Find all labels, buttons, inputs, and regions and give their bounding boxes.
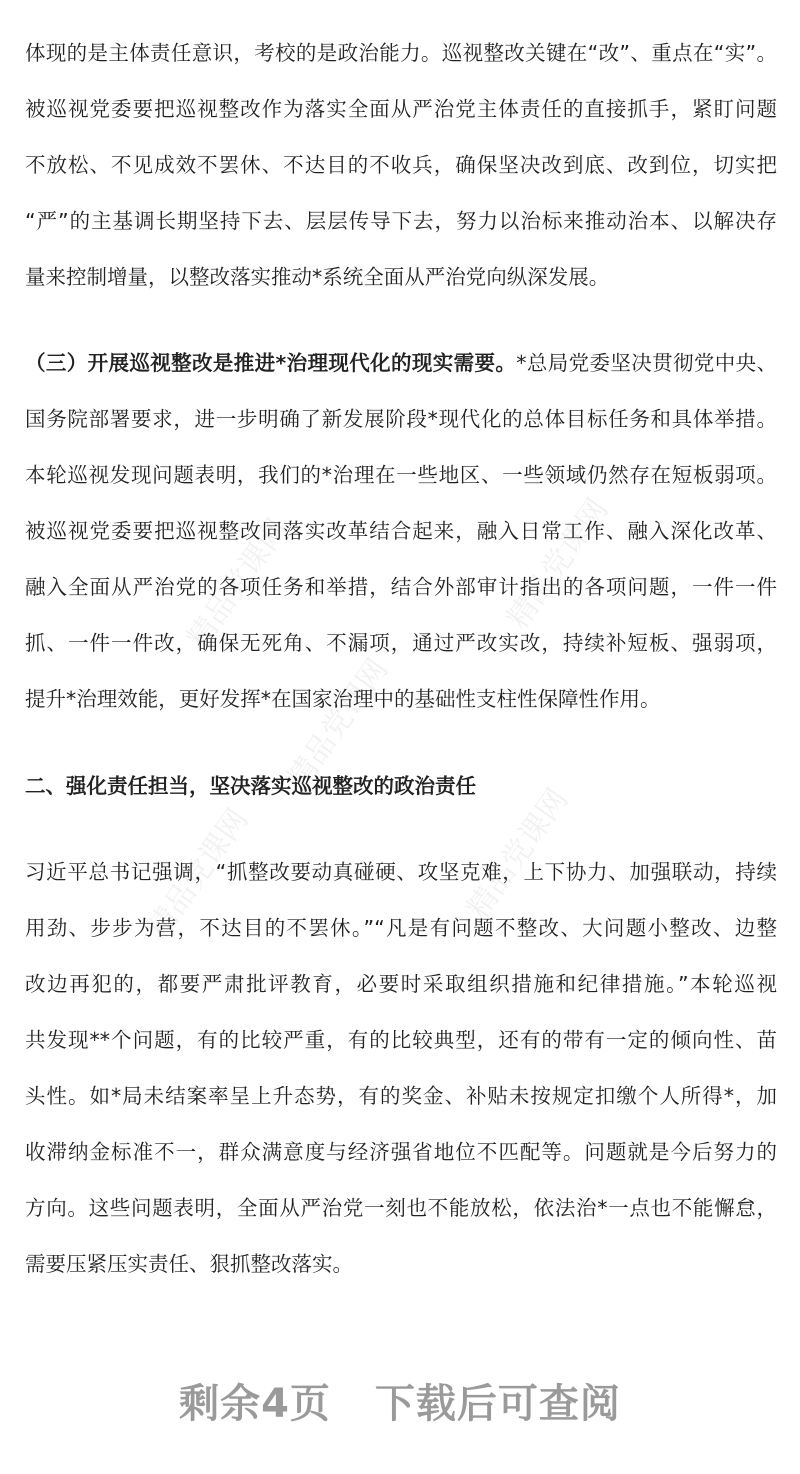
text-line: 共发现**个问题，有的比较严重，有的比较典型，还有的带有一定的倾向性、苗 — [25, 1028, 777, 1052]
text-line: 方向。这些问题表明，全面从严治党一刻也不能放松，依法治*一点也不能懈怠， — [25, 1196, 777, 1220]
text-line: 提升*治理效能，更好发挥*在国家治理中的基础性支柱性保障性作用。 — [25, 687, 661, 711]
text-line: 头性。如*局未结案率呈上升态势，有的奖金、补贴未按规定扣缴个人所得*，加 — [25, 1084, 777, 1108]
remaining-pages-label: 剩余4页 — [179, 1381, 331, 1427]
text-line: 量来控制增量，以整改落实推动*系统全面从严治党向纵深发展。 — [25, 265, 610, 289]
text-line: 融入全面从严治党的各项任务和举措，结合外部审计指出的各项问题，一件一件 — [25, 575, 777, 599]
text-line: 体现的是主体责任意识，考校的是政治能力。巡视整改关键在“改”、重点在“实”。 — [25, 41, 777, 65]
text-line: 收滞纳金标准不一，群众满意度与经济强省地位不匹配等。问题就是今后努力的 — [25, 1140, 777, 1164]
text-line: 抓、一件一件改，确保无死角、不漏项，通过严改实改，持续补短板、强弱项， — [25, 631, 777, 655]
watermark-text: 精品党课网 — [460, 782, 576, 926]
text-line: 需要压紧压实责任、狠抓整改落实。 — [25, 1252, 353, 1276]
subsection-heading: （三）开展巡视整改是推进*治理现代化的现实需要。 — [25, 351, 517, 375]
text-line: 被巡视党委要把巡视整改同落实改革结合起来，融入日常工作、融入深化改革、 — [25, 519, 777, 543]
download-to-view-label[interactable]: 下载后可查阅 — [374, 1381, 621, 1427]
text-line: 用劲、步步为营，不达目的不罢休。”“凡是有问题不整改、大问题小整改、边整 — [25, 916, 777, 940]
watermark-text: 精品党课网 — [500, 492, 616, 636]
text-line: 习近平总书记强调，“抓整改要动真碰硬、攻坚克难，上下协力、加强联动，持续 — [25, 860, 777, 884]
text-line: 本轮巡视发现问题表明，我们的*治理在一些地区、一些领域仍然存在短板弱项。 — [25, 463, 777, 487]
text-line: “严”的主基调长期坚持下去、层层传导下去，努力以治标来推动治本、以解决存 — [25, 209, 777, 233]
watermark-text: 精品党课网 — [180, 512, 296, 656]
text-line: 改边再犯的，都要严肃批评教育，必要时采取组织措施和纪律措施。”本轮巡视 — [25, 972, 777, 996]
text-line: 国务院部署要求，进一步明确了新发展阶段*现代化的总体目标任务和具体举措。 — [25, 407, 777, 431]
download-prompt[interactable] — [0, 1372, 800, 1429]
text-line: 被巡视党委要把巡视整改作为落实全面从严治党主体责任的直接抓手，紧盯问题 — [25, 97, 777, 121]
text-line: 不放松、不见成效不罢休、不达目的不收兵，确保坚决改到底、改到位，切实把 — [25, 153, 777, 177]
text-run: *总局党委坚决贯彻党中央、 — [516, 351, 777, 375]
watermark-text: 精品党课网 — [280, 652, 396, 796]
text-line — [25, 349, 777, 377]
watermark-text: 精品党课网 — [140, 802, 256, 946]
section-heading: 二、强化责任担当，坚决落实巡视整改的政治责任 — [25, 774, 476, 798]
